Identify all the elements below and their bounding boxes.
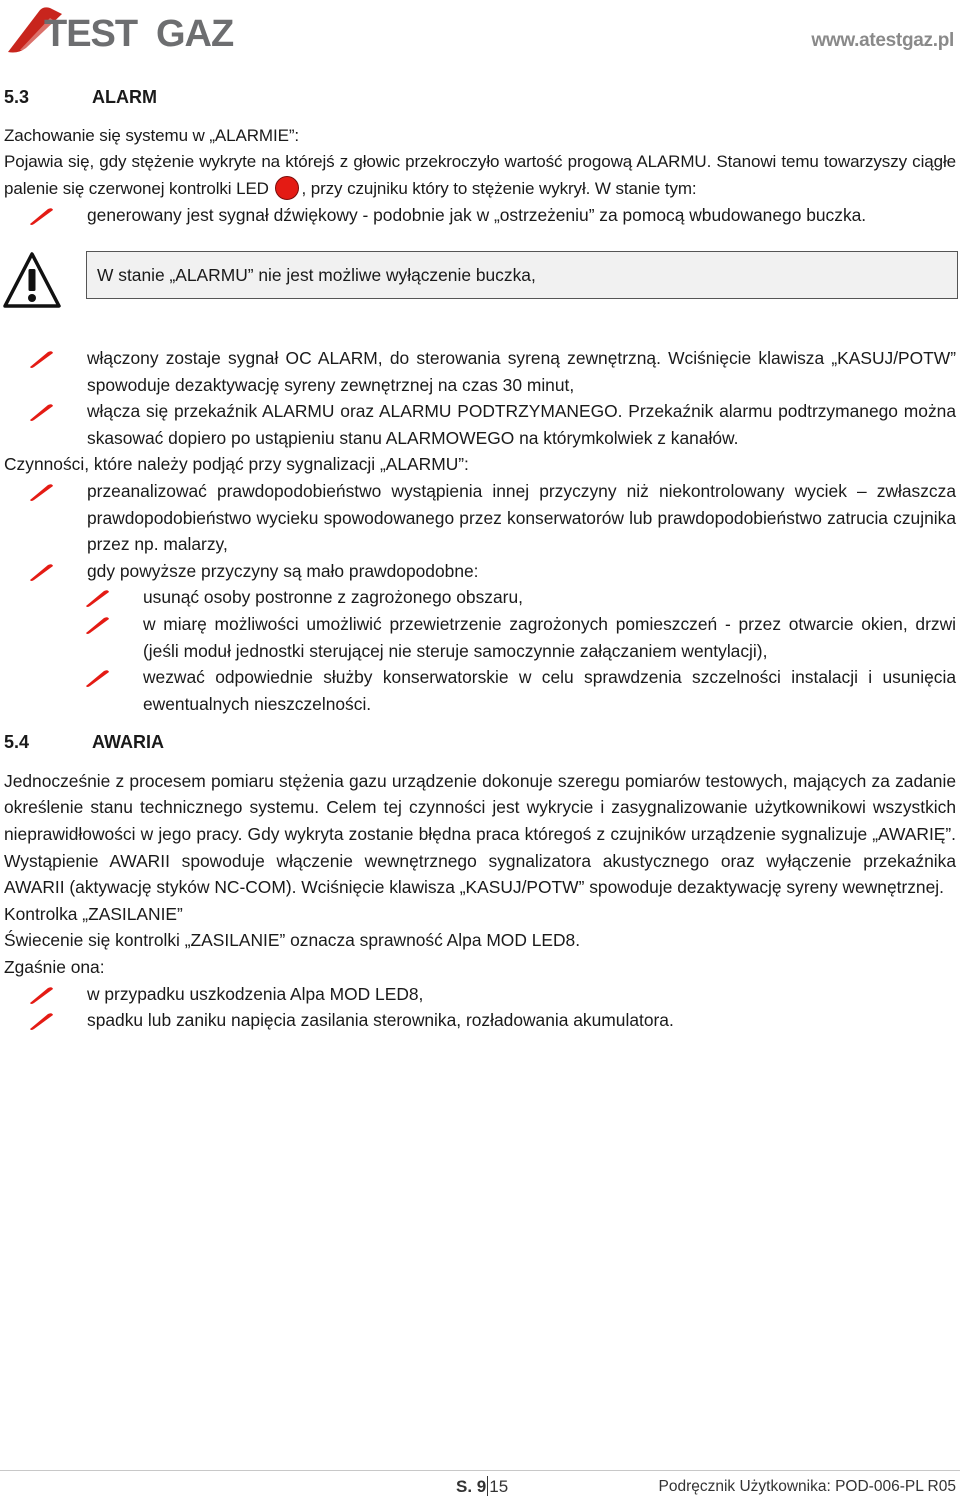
page-total: 15 [489, 1477, 509, 1496]
red-bullet-icon [84, 669, 110, 687]
red-bullet-icon [28, 403, 54, 421]
warning-box: W stanie „ALARMU” nie jest możliwe wyłączenie buczka, [86, 251, 958, 299]
awaria-paragraph: Jednocześnie z procesem pomiaru stężenia gazu urządzenie dokonuje szeregu pomiarów testowych, mających za zadanie określenie stanu technicznego systemu. Celem tej czynności jest wykrycie i zasygnalizowanie użytkownikowi wszystkich nieprawidłowości w jego pracy. Gdy wykryta zostanie błędna praca któregoś z czujników urządzenie sygnalizuje „AWARIĘ”. Wystąpienie AWARII spowoduje włączenie wewnętrznego sygnalizatora akustycznego oraz wyłączenie przekaźnika AWARII (aktywację styków NC-COM). Wciśnięcie klawisza „KASUJ/POTW” spowoduje dezaktywację syreny wewnętrznej. [4, 770, 956, 898]
list-item: włączony zostaje sygnał OC ALARM, do sterowania syreną zewnętrzną. Wciśnięcie klawisza „KASUJ/POTW” spowoduje dezaktywację syreny zewnętrznej na czas 30 minut, [0, 345, 960, 398]
alarm-intro [0, 149, 960, 202]
list-item: w przypadku uszkodzenia Alpa MOD LED8, [0, 981, 960, 1008]
section-title: AWARIA [92, 732, 164, 753]
section-heading-awaria [0, 729, 960, 756]
page-header [0, 0, 960, 70]
power-description: Świecenie się kontrolki „ZASILANIE” oznacza sprawność Alpa MOD LED8. [4, 930, 581, 951]
document-reference: Podręcznik Użytkownika: POD-006-PL R05 [658, 1478, 956, 1495]
svg-text:GAZ: GAZ [156, 13, 234, 54]
list-item: włącza się przekaźnik ALARMU oraz ALARMU PODTRZYMANEGO. Przekaźnik alarmu podtrzymanego można skasować dopiero po ustąpieniu stanu ALARMOWEGO na którymkolwiek z kanałów. [0, 398, 960, 451]
red-bullet-icon [28, 986, 54, 1004]
footer-divider [0, 1470, 960, 1471]
sub-list-item: wezwać odpowiednie służby konserwatorskie w celu sprawdzenia szczelności instalacji i usunięcia ewentualnych nieszczelności. [0, 664, 960, 717]
warning-row [0, 251, 960, 311]
power-label: Kontrolka „ZASILANIE” [4, 903, 183, 924]
page-content [0, 84, 960, 1034]
sub-list-item: w miarę możliwości umożliwić przewietrzenie zagrożonych pomieszczeń - przez otwarcie okien, drzwi (jeśli moduł jednostki sterującej nie steruje samoczynnie załączaniem wentylacji), [0, 611, 960, 664]
red-bullet-icon [28, 350, 54, 368]
page-number [456, 1476, 508, 1497]
section-number: 5.3 [4, 87, 30, 107]
behaviour-label: Zachowanie się systemu w „ALARMIE”: [4, 125, 300, 145]
red-bullet-icon [28, 207, 54, 225]
warning-triangle-icon [2, 251, 62, 309]
page-current: S. 9 [456, 1477, 487, 1496]
site-url[interactable]: www.atestgaz.pl [811, 30, 954, 51]
red-led-icon [275, 176, 299, 200]
section-heading-alarm [0, 84, 960, 111]
red-bullet-icon [84, 616, 110, 634]
atest-gaz-logo [6, 4, 296, 54]
section-title: ALARM [92, 87, 157, 107]
alarm-intro-part-2: , przy czujniku który to stężenie wykrył. W stanie tym: [301, 178, 697, 198]
red-bullet-icon [28, 1012, 54, 1030]
actions-label: Czynności, które należy podjąć przy sygnalizacji „ALARMU”: [4, 454, 469, 475]
list-item: przeanalizować prawdopodobieństwo wystąpienia innej przyczyny niż niekontrolowany wyciek – zwłaszcza prawdopodobieństwo wycieku spowodowanego przez konserwatorów lub prawdopodobieństwo zatrucia czujnika przez np. malarzy, [0, 478, 960, 558]
list-item: spadku lub zaniku napięcia zasilania sterownika, rozładowania akumulatora. [0, 1007, 960, 1034]
list-item: gdy powyższe przyczyny są mało prawdopodobne: [0, 558, 960, 585]
red-bullet-icon [84, 589, 110, 607]
sub-list-item: usunąć osoby postronne z zagrożonego obszaru, [0, 584, 960, 611]
red-bullet-icon [28, 563, 54, 581]
off-label: Zgaśnie ona: [4, 957, 105, 978]
svg-text:TEST: TEST [44, 13, 138, 54]
red-bullet-icon [28, 483, 54, 501]
alarm-intro-part-1: Pojawia się, gdy stężenie wykryte na którejś z głowic przekroczyło wartość progową ALARMU. Stanowi temu towarzyszy ciągłe palenie się czerwonej kontrolki LED [4, 152, 956, 198]
section-number: 5.4 [4, 732, 30, 753]
list-item: generowany jest sygnał dźwiękowy - podobnie jak w „ostrzeżeniu” za pomocą wbudowanego buczka. [0, 202, 960, 229]
